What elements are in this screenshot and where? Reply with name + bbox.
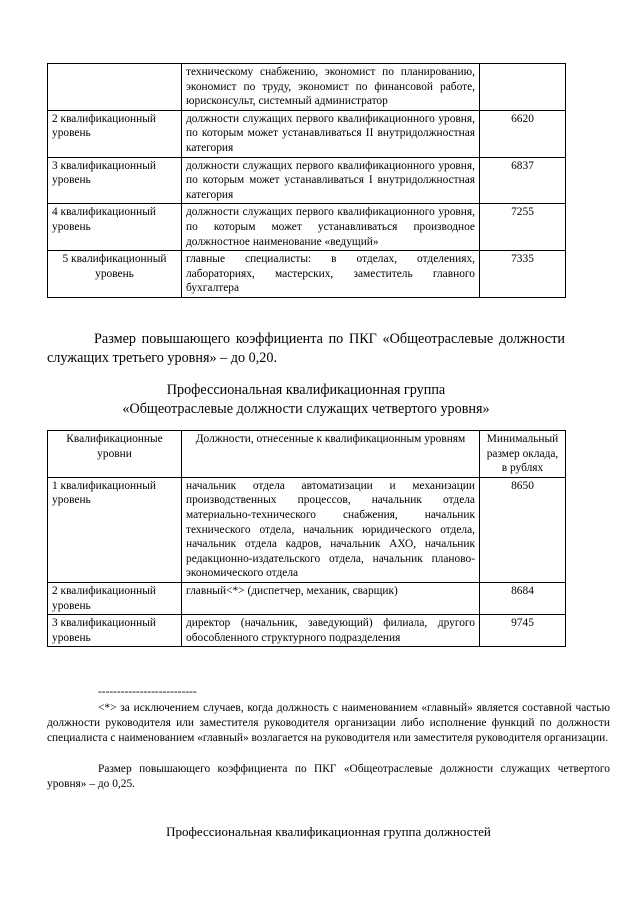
positions-cell: главный<*> (диспетчер, механик, сварщик) [182, 582, 480, 614]
positions-cell: техническому снабжению, экономист по планированию, экономист по труду, экономист по финансовой работе, юрисконсульт, системный администратор [182, 64, 480, 111]
salary-cell: 6620 [480, 110, 566, 157]
level-cell: 2 квалификационный уровень [48, 110, 182, 157]
positions-cell: директор (начальник, заведующий) филиала, другого обособленного структурного подразделения [182, 615, 480, 647]
table-third-level [47, 63, 566, 298]
header-positions: Должности, отнесенные к квалификационным уровням [182, 431, 480, 478]
salary-cell: 7255 [480, 204, 566, 251]
salary-cell: 9745 [480, 615, 566, 647]
table-row [48, 582, 566, 614]
table-row [48, 204, 566, 251]
header-salary: Минимальный размер оклада, в рублях [480, 431, 566, 478]
header-level: Квалификационные уровни [48, 431, 182, 478]
salary-cell: 8650 [480, 477, 566, 582]
table-row [48, 157, 566, 204]
footnote-separator: -------------------------- [98, 686, 197, 698]
level-cell: 3 квалификационный уровень [48, 615, 182, 647]
salary-cell: 8684 [480, 582, 566, 614]
group-title-line2: «Общеотраслевые должности служащих четвертого уровня» [122, 401, 490, 417]
positions-cell: должности служащих первого квалификационного уровня, по которым может устанавливаться I внутридолжностная категория [182, 157, 480, 204]
table-row [48, 64, 566, 111]
positions-cell: начальник отдела автоматизации и механизации производственных процессов, начальник отдела материально-технического снабжения, начальник технического отдела, начальник юридического отдела, начальник отдела кадров, начальник АХО, начальник редакционно-издательского отдела, начальник планово-экономического отдела [182, 477, 480, 582]
level-cell [48, 64, 182, 111]
coefficient-paragraph: Размер повышающего коэффициента по ПКГ «Общеотраслевые должности служащих третьего уровня» – до 0,20. [47, 331, 565, 366]
salary-cell [480, 64, 566, 111]
level-cell: 2 квалификационный уровень [48, 582, 182, 614]
next-group-title: Профессиональная квалификационная группа должностей [166, 824, 491, 839]
table-row [48, 615, 566, 647]
level-cell: 3 квалификационный уровень [48, 157, 182, 204]
positions-cell: должности служащих первого квалификационного уровня, по которым может устанавливаться производное должностное наименование «ведущий» [182, 204, 480, 251]
table-header-row [48, 431, 566, 478]
positions-cell: главные специалисты: в отделах, отделениях, лабораториях, мастерских, заместитель главного бухгалтера [182, 251, 480, 298]
table-fourth-level [47, 430, 566, 647]
level-cell: 5 квалификационный уровень [48, 251, 182, 298]
footnote-coefficient: Размер повышающего коэффициента по ПКГ «Общеотраслевые должности служащих четвертого уровня» – до 0,25. [47, 763, 610, 790]
group-title-line1: Профессиональная квалификационная группа [166, 382, 446, 398]
table-row [48, 251, 566, 298]
table-row [48, 477, 566, 582]
salary-cell: 7335 [480, 251, 566, 298]
level-cell: 4 квалификационный уровень [48, 204, 182, 251]
footnote-text: <*> за исключением случаев, когда должность с наименованием «главный» является составной частью должности руководителя или заместителя руководителя организации либо исполнение функций по должности специалиста с наименованием «главный» возлагается на руководителя или заместителя руководителя организации. [47, 702, 610, 744]
salary-cell: 6837 [480, 157, 566, 204]
level-cell: 1 квалификационный уровень [48, 477, 182, 582]
positions-cell: должности служащих первого квалификационного уровня, по которым может устанавливаться II внутридолжностная категория [182, 110, 480, 157]
table-row [48, 110, 566, 157]
